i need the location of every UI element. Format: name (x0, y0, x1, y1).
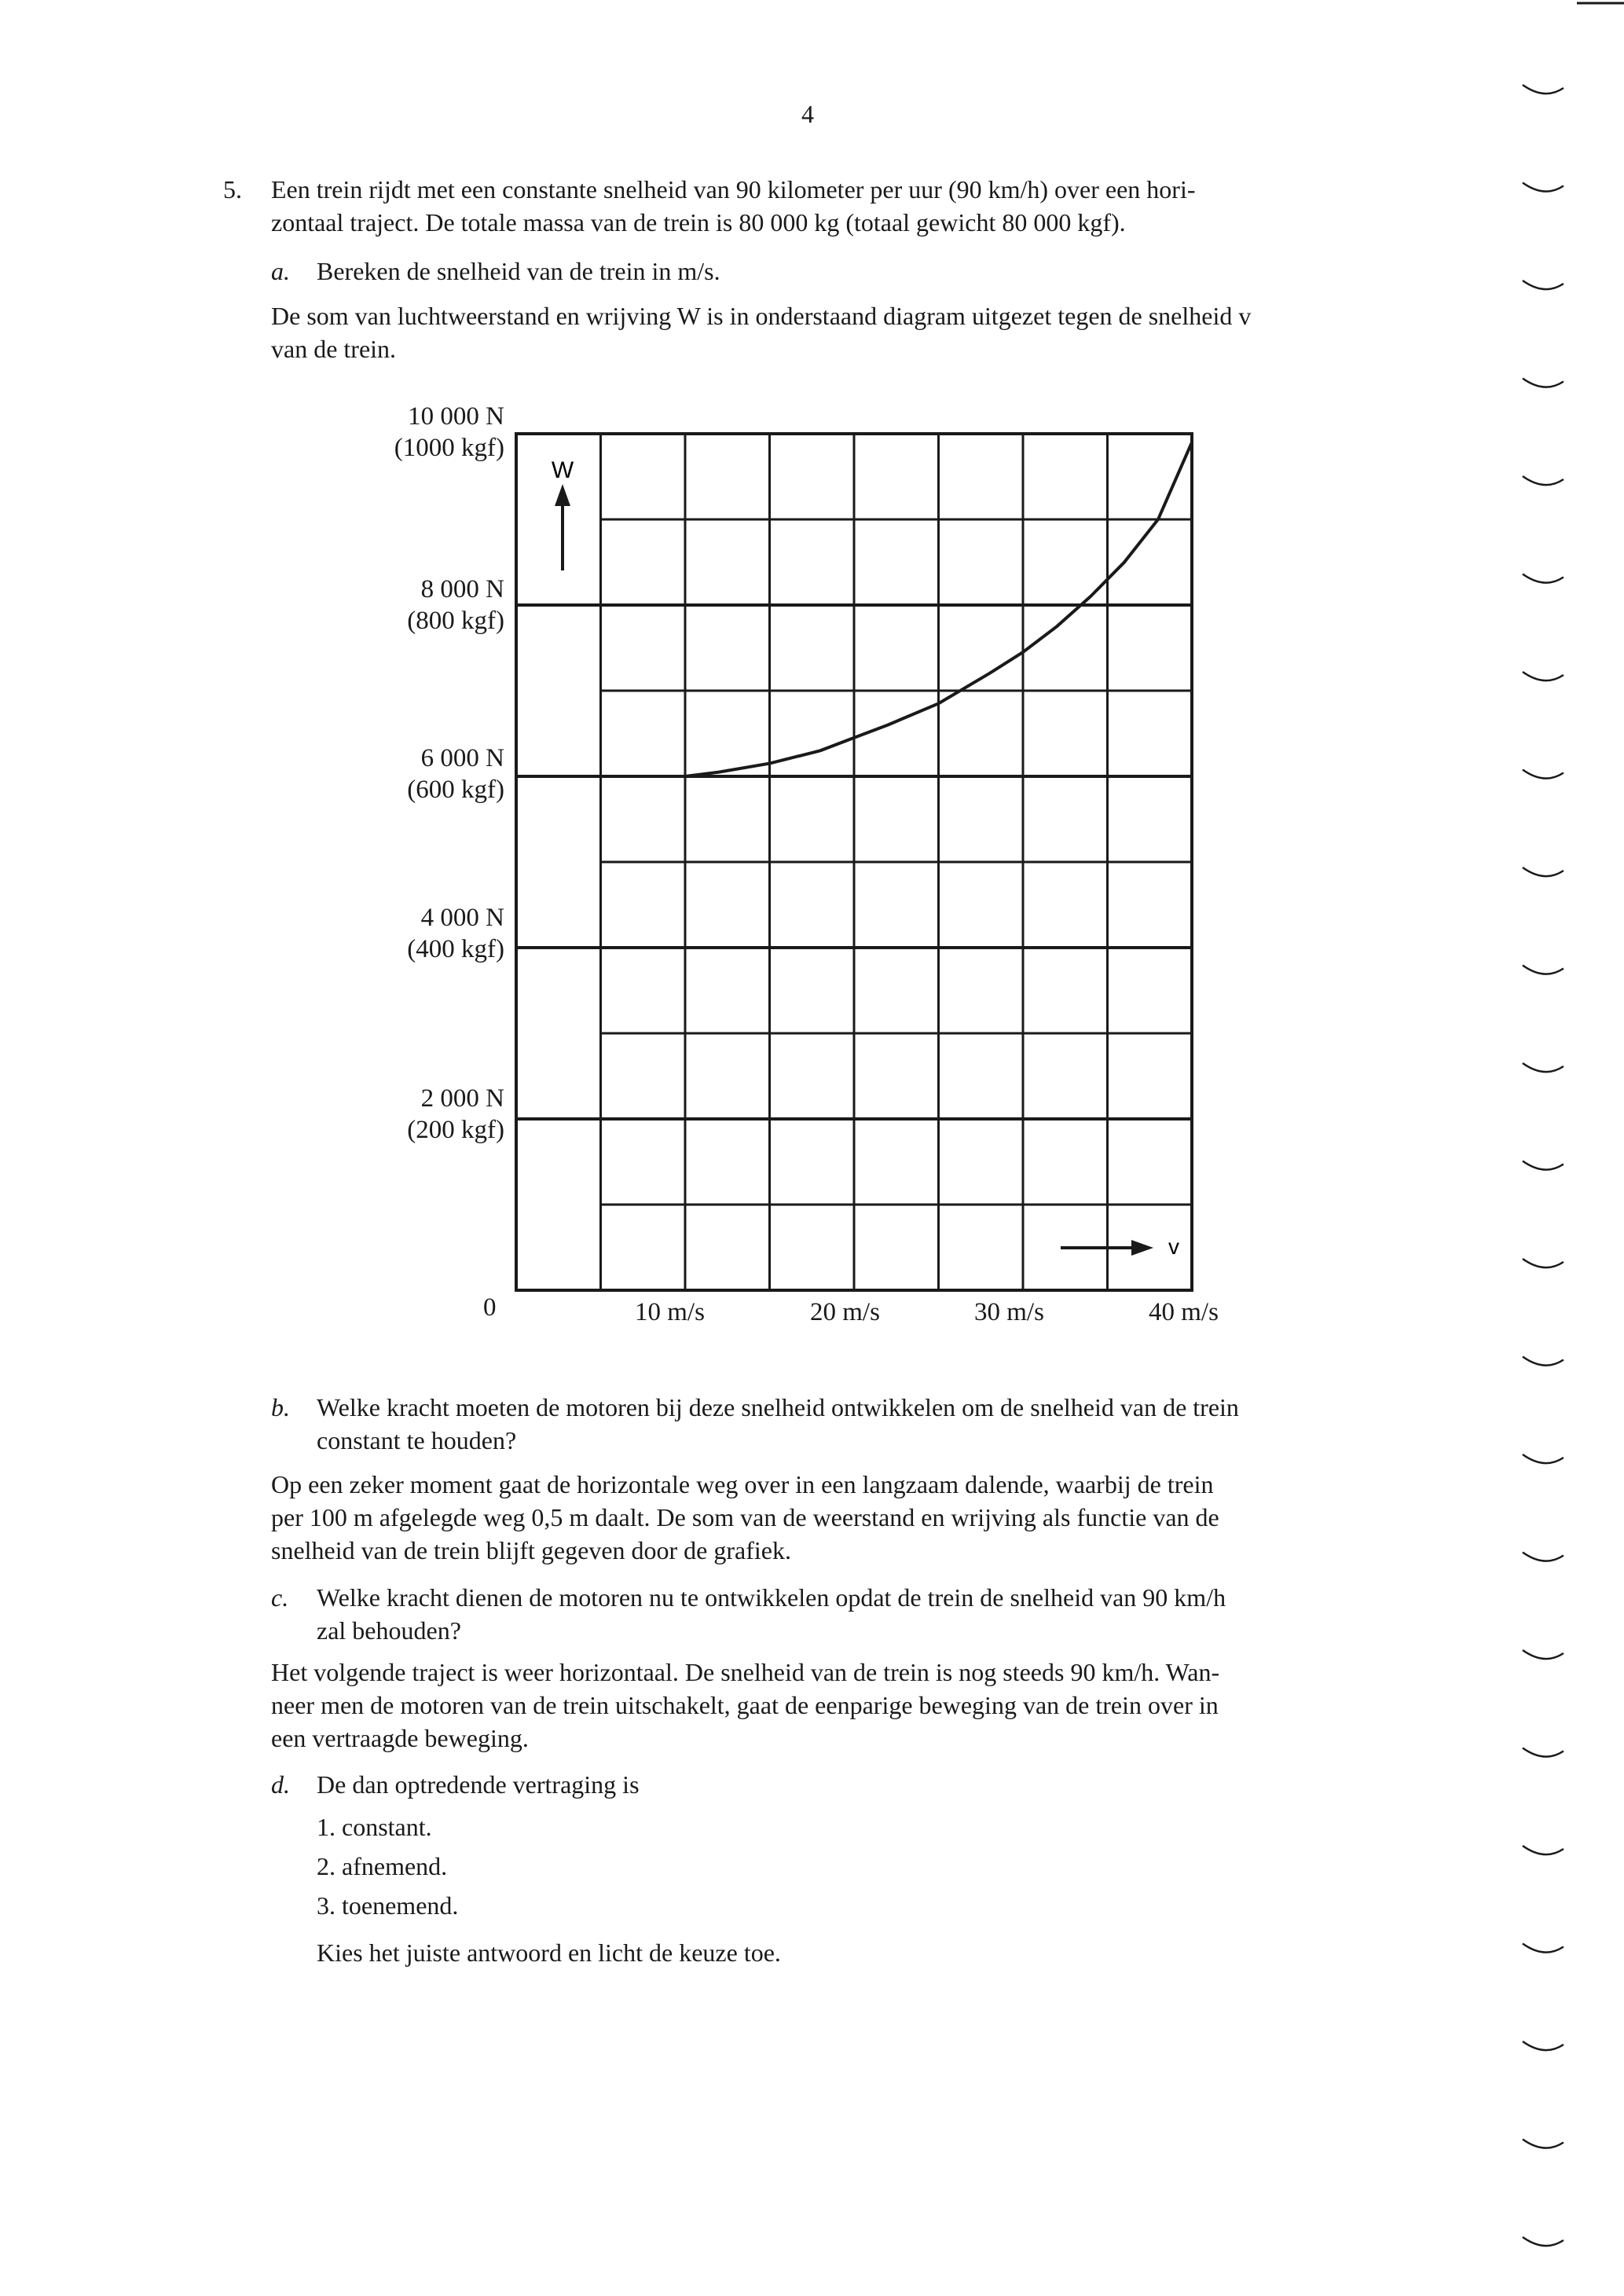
binding-mark-17 (1523, 1650, 1564, 1659)
paragraph-3-line-2: neer men de motoren van de trein uitschakelt, gaat de eenparige beweging van de trein over in (271, 1691, 1219, 1719)
x-tick-0: 0 (483, 1293, 497, 1322)
paragraph-2-line-1: Op een zeker moment gaat de horizontale weg over in een langzaam dalende, waarbij de trein (271, 1470, 1214, 1498)
binding-mark-13 (1523, 1259, 1564, 1267)
y-tick-4000 (324, 902, 504, 965)
intro-line-2: zontaal traject. De totale massa van de trein is 80 000 kg (totaal gewicht 80 000 kgf). (271, 208, 1126, 237)
binding-mark-7 (1523, 672, 1564, 680)
y-tick-8000-kgf: (800 kgf) (407, 607, 504, 635)
binding-mark-19 (1523, 1846, 1564, 1854)
x-tick-30: 30 m/s (974, 1298, 1044, 1326)
binding-mark-15 (1523, 1454, 1564, 1463)
label-b: b. (271, 1393, 290, 1421)
diagram-intro-line-2: van de trein. (271, 335, 397, 363)
label-d: d. (271, 1770, 290, 1799)
binding-mark-22 (1523, 2140, 1564, 2148)
question-number: 5. (223, 175, 242, 204)
y-tick-8000 (324, 574, 504, 636)
x-tick-40: 40 m/s (1149, 1298, 1219, 1326)
binding-mark-20 (1523, 1944, 1564, 1953)
x-tick-10: 10 m/s (635, 1298, 705, 1326)
binding-mark-2 (1523, 183, 1564, 192)
option-2: 2. afnemend. (317, 1852, 448, 1880)
binding-mark-23 (1523, 2237, 1564, 2246)
binding-mark-1 (1523, 85, 1564, 94)
option-1: 1. constant. (317, 1813, 432, 1841)
binding-mark-14 (1523, 1357, 1564, 1366)
y-tick-10000-kgf: (1000 kgf) (394, 434, 504, 462)
x-axis-name: v (1168, 1234, 1179, 1259)
y-tick-2000-n: 2 000 N (420, 1084, 504, 1113)
binding-marks (1516, 0, 1579, 2296)
diagram-intro-line-1: De som van luchtweerstand en wrijving W is in onderstaand diagram uitgezet tegen de snelheid v (271, 302, 1252, 330)
y-tick-2000-kgf: (200 kgf) (407, 1116, 504, 1144)
binding-mark-12 (1523, 1161, 1564, 1170)
x-axis-arrow-head (1131, 1240, 1153, 1256)
binding-mark-16 (1523, 1553, 1564, 1561)
question-d: De dan optredende vertraging is (317, 1770, 640, 1799)
paragraph-3-line-3: een vertraagde beweging. (271, 1724, 529, 1752)
question-c-line-2: zal behouden? (317, 1616, 461, 1645)
y-tick-6000 (324, 743, 504, 805)
binding-mark-5 (1523, 476, 1564, 485)
y-tick-2000 (324, 1083, 504, 1146)
y-tick-6000-kgf: (600 kgf) (407, 776, 504, 804)
binding-mark-4 (1523, 379, 1564, 387)
question-a: Bereken de snelheid van de trein in m/s. (317, 257, 720, 285)
binding-mark-10 (1523, 966, 1564, 974)
x-tick-20: 20 m/s (810, 1298, 880, 1326)
label-a: a. (271, 257, 290, 285)
binding-mark-18 (1523, 1748, 1564, 1757)
y-tick-4000-kgf: (400 kgf) (407, 935, 504, 963)
page-number: 4 (801, 100, 814, 128)
binding-mark-9 (1523, 867, 1564, 876)
binding-mark-6 (1523, 574, 1564, 583)
paragraph-2-line-3: snelheid van de trein blijft gegeven door de grafiek. (271, 1536, 791, 1564)
binding-mark-8 (1523, 770, 1564, 779)
y-tick-4000-n: 4 000 N (420, 904, 504, 932)
y-tick-10000 (324, 401, 504, 464)
binding-mark-21 (1523, 2041, 1564, 2050)
question-b-line-1: Welke kracht moeten de motoren bij deze snelheid ontwikkelen om de snelheid van de trein (317, 1393, 1239, 1421)
y-tick-10000-n: 10 000 N (408, 402, 504, 431)
corner-line (1577, 0, 1624, 8)
label-c: c. (271, 1583, 289, 1612)
paragraph-3-line-1: Het volgende traject is weer horizontaal. De snelheid van de trein is nog steeds 90 km/h. Wan- (271, 1658, 1220, 1686)
option-3: 3. toenemend. (317, 1891, 459, 1920)
question-b-line-2: constant te houden? (317, 1426, 517, 1454)
y-axis-name: W (551, 457, 574, 483)
intro-line-1: Een trein rijdt met een constante snelheid van 90 kilometer per uur (90 km/h) over een hori- (271, 175, 1196, 204)
paragraph-2-line-2: per 100 m afgelegde weg 0,5 m daalt. De som van de weerstand en wrijving als functie van de (271, 1503, 1219, 1531)
closing-instruction: Kies het juiste antwoord en licht de keuze toe. (317, 1938, 781, 1967)
binding-mark-11 (1523, 1063, 1564, 1072)
binding-mark-3 (1523, 281, 1564, 289)
y-tick-8000-n: 8 000 N (420, 575, 504, 603)
y-axis-arrow-head (555, 484, 570, 506)
y-tick-6000-n: 6 000 N (420, 744, 504, 772)
question-c-line-1: Welke kracht dienen de motoren nu te ontwikkelen opdat de trein de snelheid van 90 km/h (317, 1583, 1226, 1612)
